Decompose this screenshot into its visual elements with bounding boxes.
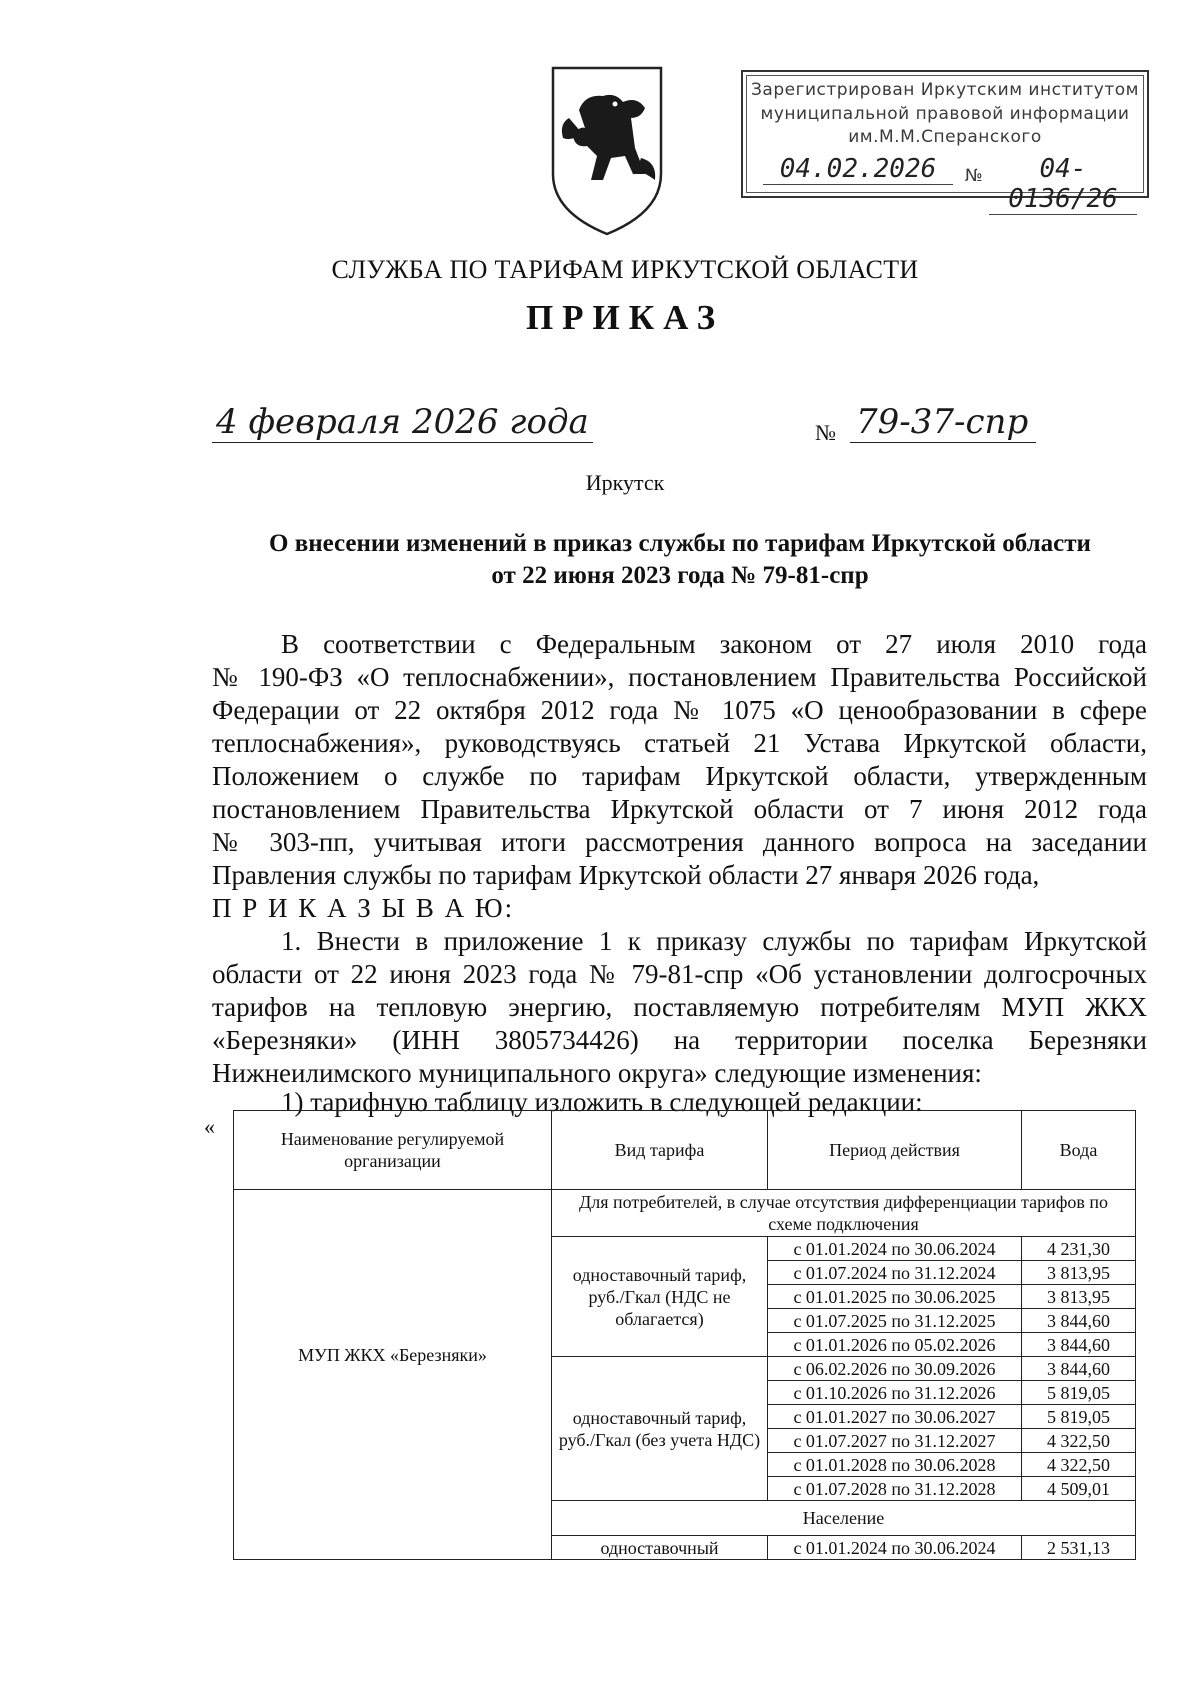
body-p2-line-5: Нижнеилимского муниципального округа» следующие изменения: [212, 1058, 982, 1088]
stamp-line-3: им.М.М.Сперанского [848, 127, 1042, 147]
value-cell: 3 813,95 [1022, 1261, 1136, 1285]
period-cell: с 01.01.2024 по 30.06.2024 [768, 1237, 1022, 1261]
body-p2-line-1: 1. Внести в приложение 1 к приказу службы по тарифам Иркутской [281, 926, 1147, 956]
value-cell: 3 844,60 [1022, 1333, 1136, 1357]
value-cell: 4 231,30 [1022, 1237, 1136, 1261]
body-p1-line-3: Федерации от 22 октября 2012 года № 1075 «О ценообразовании в сфере [212, 695, 1147, 725]
period-cell: с 06.02.2026 по 30.09.2026 [768, 1357, 1022, 1381]
value-cell: 3 844,60 [1022, 1309, 1136, 1333]
organization-name: СЛУЖБА ПО ТАРИФАМ ИРКУТСКОЙ ОБЛАСТИ [331, 255, 919, 284]
header-tariff-type: Вид тарифа [552, 1111, 768, 1190]
value-cell: 3 844,60 [1022, 1357, 1136, 1381]
period-cell: с 01.07.2028 по 31.12.2028 [768, 1477, 1022, 1501]
body-p1-line-6: постановлением Правительства Иркутской области от 7 июня 2012 года [212, 794, 1147, 824]
header-organization: Наименование регулируемой организации [234, 1111, 552, 1190]
body-p1-line-1: В соответствии с Федеральным законом от 27 июля 2010 года [281, 629, 1147, 659]
body-p2-line-3: тарифов на тепловую энергию, поставляемую потребителям МУП ЖКХ [212, 992, 1147, 1022]
value-cell: 5 819,05 [1022, 1381, 1136, 1405]
stamp-number-sign: № [965, 166, 983, 186]
registration-stamp [741, 70, 1149, 214]
tariff-table [233, 1110, 1136, 1560]
period-cell: с 01.01.2028 по 30.06.2028 [768, 1453, 1022, 1477]
period-cell: с 01.10.2026 по 31.12.2026 [768, 1381, 1022, 1405]
body-p2-line-2: области от 22 июня 2023 года № 79-81-спр «Об установлении долгосрочных [212, 959, 1147, 989]
organization-cell: МУП ЖКХ «Березняки» [234, 1190, 552, 1560]
section-cell-population: Население [552, 1501, 1136, 1536]
quote-open-mark: « [204, 1114, 215, 1139]
table-header-row [234, 1111, 1136, 1190]
period-cell: с 01.01.2024 по 30.06.2024 [768, 1536, 1022, 1560]
order-number-handwritten: 79-37-спр [850, 402, 1036, 443]
order-number-sign: № [815, 420, 836, 445]
body-p1-line-5: Положением о службе по тарифам Иркутской области, утвержденным [212, 761, 1147, 791]
period-cell: с 01.07.2025 по 31.12.2025 [768, 1309, 1022, 1333]
tariff-type-cell-1: одноставочный тариф, руб./Гкал (НДС не облагается) [552, 1237, 768, 1357]
period-cell: с 01.07.2027 по 31.12.2027 [768, 1429, 1022, 1453]
body-p1-line-7: № 303-пп, учитывая итоги рассмотрения данного вопроса на заседании [212, 827, 1147, 857]
tariff-type-cell-3: одноставочный [552, 1536, 768, 1560]
document-title [200, 528, 1160, 592]
body-p1-line-8: Правления службы по тарифам Иркутской области 27 января 2026 года, [212, 860, 1040, 890]
body-p1-line-4: теплоснабжения», руководствуясь статьей 21 Устава Иркутской области, [212, 728, 1147, 758]
value-cell: 4 322,50 [1022, 1453, 1136, 1477]
stamp-date: 04.02.2026 [763, 154, 953, 185]
value-cell: 5 819,05 [1022, 1405, 1136, 1429]
value-cell: 2 531,13 [1022, 1536, 1136, 1560]
order-date-handwritten: 4 февраля 2026 года [212, 402, 593, 443]
document-type: ПРИКАЗ [525, 298, 725, 337]
order-word: П Р И К А З Ы В А Ю: [212, 893, 515, 923]
tariff-type-cell-2: одноставочный тариф, руб./Гкал (без учета НДС) [552, 1357, 768, 1501]
title-line-1: О внесении изменений в приказ службы по тарифам Иркутской области [269, 530, 1091, 557]
title-line-2: от 22 июня 2023 года № 79-81-спр [491, 562, 869, 589]
body-p1-line-2: № 190-ФЗ «О теплоснабжении», постановлением Правительства Российской [212, 662, 1147, 692]
table-row [234, 1190, 1136, 1237]
body-p3: 1) тарифную таблицу изложить в следующей редакции: [281, 1087, 923, 1117]
stamp-line-1: Зарегистрирован Иркутским институтом [751, 80, 1139, 100]
header-period: Период действия [768, 1111, 1022, 1190]
section-cell-consumers: Для потребителей, в случае отсутствия дифференциации тарифов по схеме подключения [552, 1190, 1136, 1237]
body-p2-line-4: «Березняки» (ИНН 3805734426) на территории поселка Березняки [212, 1025, 1147, 1055]
header-water: Вода [1022, 1111, 1136, 1190]
period-cell: с 01.01.2025 по 30.06.2025 [768, 1285, 1022, 1309]
period-cell: с 01.07.2024 по 31.12.2024 [768, 1261, 1022, 1285]
value-cell: 4 322,50 [1022, 1429, 1136, 1453]
value-cell: 3 813,95 [1022, 1285, 1136, 1309]
coat-of-arms-emblem [545, 62, 669, 238]
value-cell: 4 509,01 [1022, 1477, 1136, 1501]
stamp-line-2: муниципальной правовой информации [760, 104, 1130, 124]
stamp-number: 04-0136/26 [989, 154, 1137, 215]
period-cell: с 01.01.2026 по 05.02.2026 [768, 1333, 1022, 1357]
period-cell: с 01.01.2027 по 30.06.2027 [768, 1405, 1022, 1429]
city-name: Иркутск [585, 470, 665, 495]
